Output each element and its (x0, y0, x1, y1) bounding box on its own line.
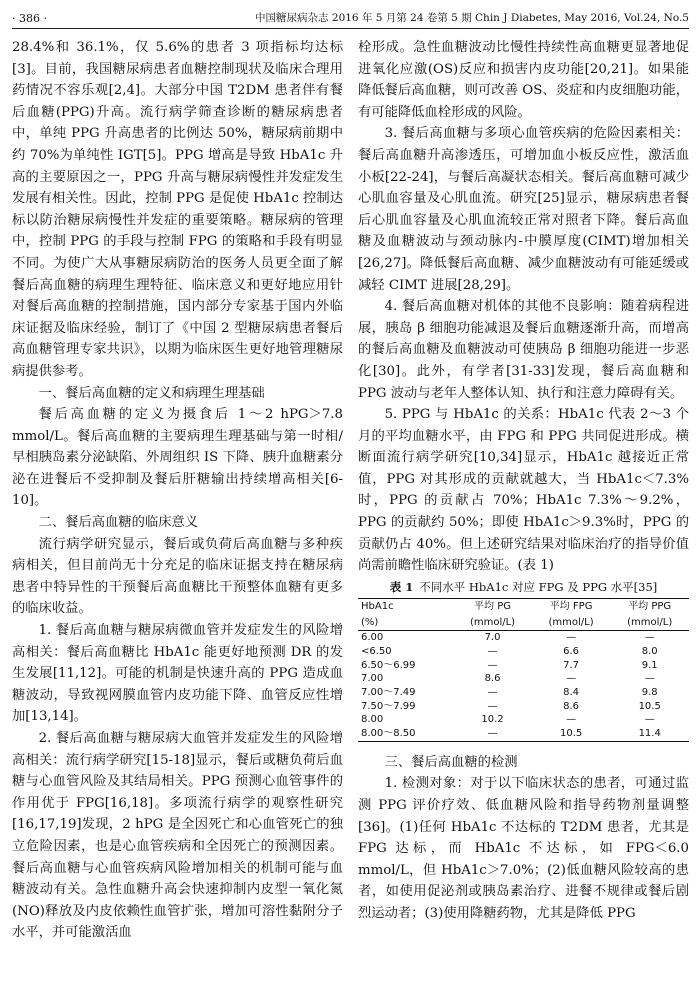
paragraph: 栓形成。急性血糖波动比慢性持续性高血糖更显著地促进氧化应激(OS)反应和损害内皮功能[20,21]。如果能降低餐后高血糖，则可改善 OS、炎症和内皮细胞功能，有可能降低血栓形成的风险。 (358, 40, 689, 120)
column-unit: (mmol/L) (453, 615, 532, 631)
cell: — (487, 700, 498, 712)
column-unit: (mmol/L) (610, 615, 689, 631)
paragraph: 3. 餐后高血糖与多项心血管疾病的危险因素相关：餐后高血糖升高渗透压，可增加血小板反应性，激活血小板[22-24]，与餐后高凝状态相关。餐后高血糖可减少心肌血容量及心肌血流。研究[25]显示，糖尿病患者餐后心肌血容量及心肌血流较正常对照者下降。餐后高血糖及血糖波动与颈动脉内-中膜厚度(CIMT)增加相关[26,27]。降低餐后高血糖、减少血糖波动有可能延缓或减轻 CIMT 进展[28,29]。 (358, 126, 689, 293)
column-unit: (%) (358, 615, 453, 631)
data-table (358, 598, 689, 742)
paragraph: 5. PPG 与 HbA1c 的关系：HbA1c 代表 2～3 个月的平均血糖水平，由 FPG 和 PPG 共同促进形成。横断面流行病学研究[10,34]显示，HbA1c 越接近正常值，PPG 对其形成的贡献就越大，当 HbA1c＜7.3%时，PPG 的贡献占 70%；HbA1c 7.3%～9.2%，PPG 的贡献约 50%；即使 HbA1c＞9.3%时，PPG 的贡献仍占 40%。但上述研究结果对临床治疗的指导价值尚需前瞻性临床研究验证。(表 1) (358, 407, 689, 574)
paragraph: 28.4%和 36.1%，仅 5.6%的患者 3 项指标均达标[3]。目前，我国糖尿病患者血糖控制现状及临床合理用药情况不容乐观[2,4]。大部分中国 T2DM 患者伴有餐后血糖(PPG)升高。流行病学筛查诊断的糖尿病患者中，单纯 PPG 升高患者的比例达 50%，糖尿病前期中约 70%为单纯性 IGT[5]。PPG 增高是导致 HbA1c 升高的主要原因之一，PPG 升高与糖尿病慢性并发症发生发展有相关性。因此，控制 PPG 是促使 HbA1c 控制达标以防治糖尿病慢性并发症的重要策略。糖尿病的管理中，控制 PPG 的手段与控制 FPG 的策略和手段有明显不同。为使广大从事糖尿病防治的医务人员更全面了解餐后高血糖的病理生理特征、临床意义和更好地应用针对餐后高血糖的控制措施，国内部分专家基于国内外临床证据及临床经验，制订了《中国 2 型糖尿病患者餐后高血糖管理专家共识》，以期为临床医生更好地管理糖尿病提供参考。 (12, 40, 343, 379)
cell: <6.50 (361, 645, 392, 657)
table-caption (358, 579, 689, 595)
cell: — (453, 727, 532, 741)
cell: 7.00 (361, 673, 384, 685)
table-row (358, 645, 689, 659)
journal-info: 中国糖尿病杂志 2016 年 5 月第 24 卷第 5 期 Chin J Diabetes, May 2016, Vol.24, No.5 (255, 12, 689, 24)
cell: 9.8 (641, 687, 658, 699)
left-column (12, 37, 343, 944)
cell: — (644, 632, 655, 644)
cell: 8.00 (361, 714, 384, 726)
cell: — (487, 645, 498, 657)
table-row (358, 631, 689, 645)
column-header: HbA1c (358, 598, 453, 614)
paragraph: 流行病学研究显示，餐后或负荷后高血糖与多种疾病相关，但目前尚无十分充足的临床证据支持在糖尿病患者中特异性的干预餐后高血糖比干预整体血糖有更多的临床收益。 (12, 536, 343, 617)
cell: 10.5 (532, 727, 611, 741)
paragraph: 4. 餐后高血糖对机体的其他不良影响：随着病程进展，胰岛 β 细胞功能减退及餐后血糖逐渐升高，而增高的餐后高血糖及血糖波动可使胰岛 β 细胞功能进一步恶化[30]。此外，有学者[31-33]发现，餐后高血糖和 PPG 波动与老年人整体认知、执行和注意力障碍有关。 (358, 299, 689, 401)
paragraph: 1. 检测对象：对于以下临床状态的患者，可通过监测 PPG 评价疗效、低血糖风险和指导药物剂量调整[36]。(1)任何 HbA1c 不达标的 T2DM 患者，尤其是 FPG 达标，而 HbA1c 不达标，如 FPG＜6.0 mmol/L，但 HbA1c＞7.0%；(2)低血糖风险较高的患者，如使用促泌剂或胰岛素治疗、进餐不规律或餐后剧烈运动者；(3)使用降糖药物，尤其是降低 PPG (358, 776, 689, 922)
right-column (358, 37, 689, 944)
column-header: 平均 PPG (610, 598, 689, 614)
cell: 7.50～7.99 (361, 700, 416, 712)
table-label: 表 1 (389, 579, 414, 594)
cell: 6.6 (563, 645, 580, 657)
cell: 7.7 (563, 659, 580, 671)
paragraph: 2. 餐后高血糖与糖尿病大血管并发症发生的风险增高相关：流行病学研究[15-18]显示，餐后或糖负荷后血糖与心血管风险及其结局相关。PPG 预测心血管事件的作用优于 FPG[16,18]。多项流行病学的观察性研究[16,17,19]发现，2 hPG 是全因死亡和心血管死亡的独立危险因素，也是心血管疾病和全因死亡的预测因素。餐后高血糖与心血管疾病风险增加相关的机制可能与血糖波动有关。急性血糖升高会快速抑制内皮型一氧化氮(NO)释放及内皮依赖性血管扩张，增加可溶性黏附分子水平，并可能激活血 (12, 731, 343, 941)
section-heading: 二、餐后高血糖的临床意义 (38, 515, 199, 531)
section-heading: 一、餐后高血糖的定义和病理生理基础 (38, 385, 265, 401)
cell: 10.2 (481, 714, 504, 726)
cell: 9.1 (641, 659, 658, 671)
cell: 11.4 (610, 727, 689, 741)
cell: 6.00 (361, 632, 384, 644)
cell: 7.00～7.49 (361, 687, 416, 699)
cell: 8.6 (484, 673, 501, 685)
table-row (358, 727, 689, 741)
cell: 7.0 (484, 632, 501, 644)
cell: — (487, 687, 498, 699)
cell: — (566, 632, 577, 644)
section-heading: 三、餐后高血糖的检测 (384, 754, 518, 770)
cell: 6.50～6.99 (361, 659, 416, 671)
cell: 8.00～8.50 (358, 727, 453, 741)
paragraph: 1. 餐后高血糖与糖尿病微血管并发症发生的风险增高相关：餐后高血糖比 HbA1c 能更好地预测 DR 的发生发展[11,12]。可能的机制是快速升高的 PPG 造成血糖波动，导致视网膜血管内皮功能下降、血管反应性增加[13,14]。 (12, 623, 343, 725)
column-header: 平均 PG (453, 598, 532, 614)
cell: — (644, 714, 655, 726)
cell: 10.5 (638, 700, 661, 712)
table-row (358, 659, 689, 673)
cell: — (644, 673, 655, 685)
table-caption-text: 不同水平 HbA1c 对应 FPG 及 PPG 水平[35] (419, 579, 658, 594)
article-body (12, 37, 689, 944)
page-number: · 386 · (12, 12, 47, 25)
cell: — (566, 673, 577, 685)
cell: 8.4 (563, 687, 580, 699)
table-row (358, 672, 689, 686)
cell: 8.6 (563, 700, 580, 712)
table-row (358, 686, 689, 700)
running-header (12, 10, 689, 29)
column-unit: (mmol/L) (532, 615, 611, 631)
cell: 8.0 (641, 645, 658, 657)
paragraph: 餐后高血糖的定义为摄食后 1～2 hPG＞7.8 mmol/L。餐后高血糖的主要病理生理基础与第一时相/早相胰岛素分泌缺陷、外周组织 IS 下降、胰升血糖素分泌在进餐后不受抑制及餐后肝糖输出持续增高相关[6-10]。 (12, 407, 343, 509)
table-1 (358, 579, 689, 742)
table-row (358, 713, 689, 727)
cell: — (487, 659, 498, 671)
column-header: 平均 FPG (532, 598, 611, 614)
cell: — (566, 714, 577, 726)
table-row (358, 700, 689, 714)
